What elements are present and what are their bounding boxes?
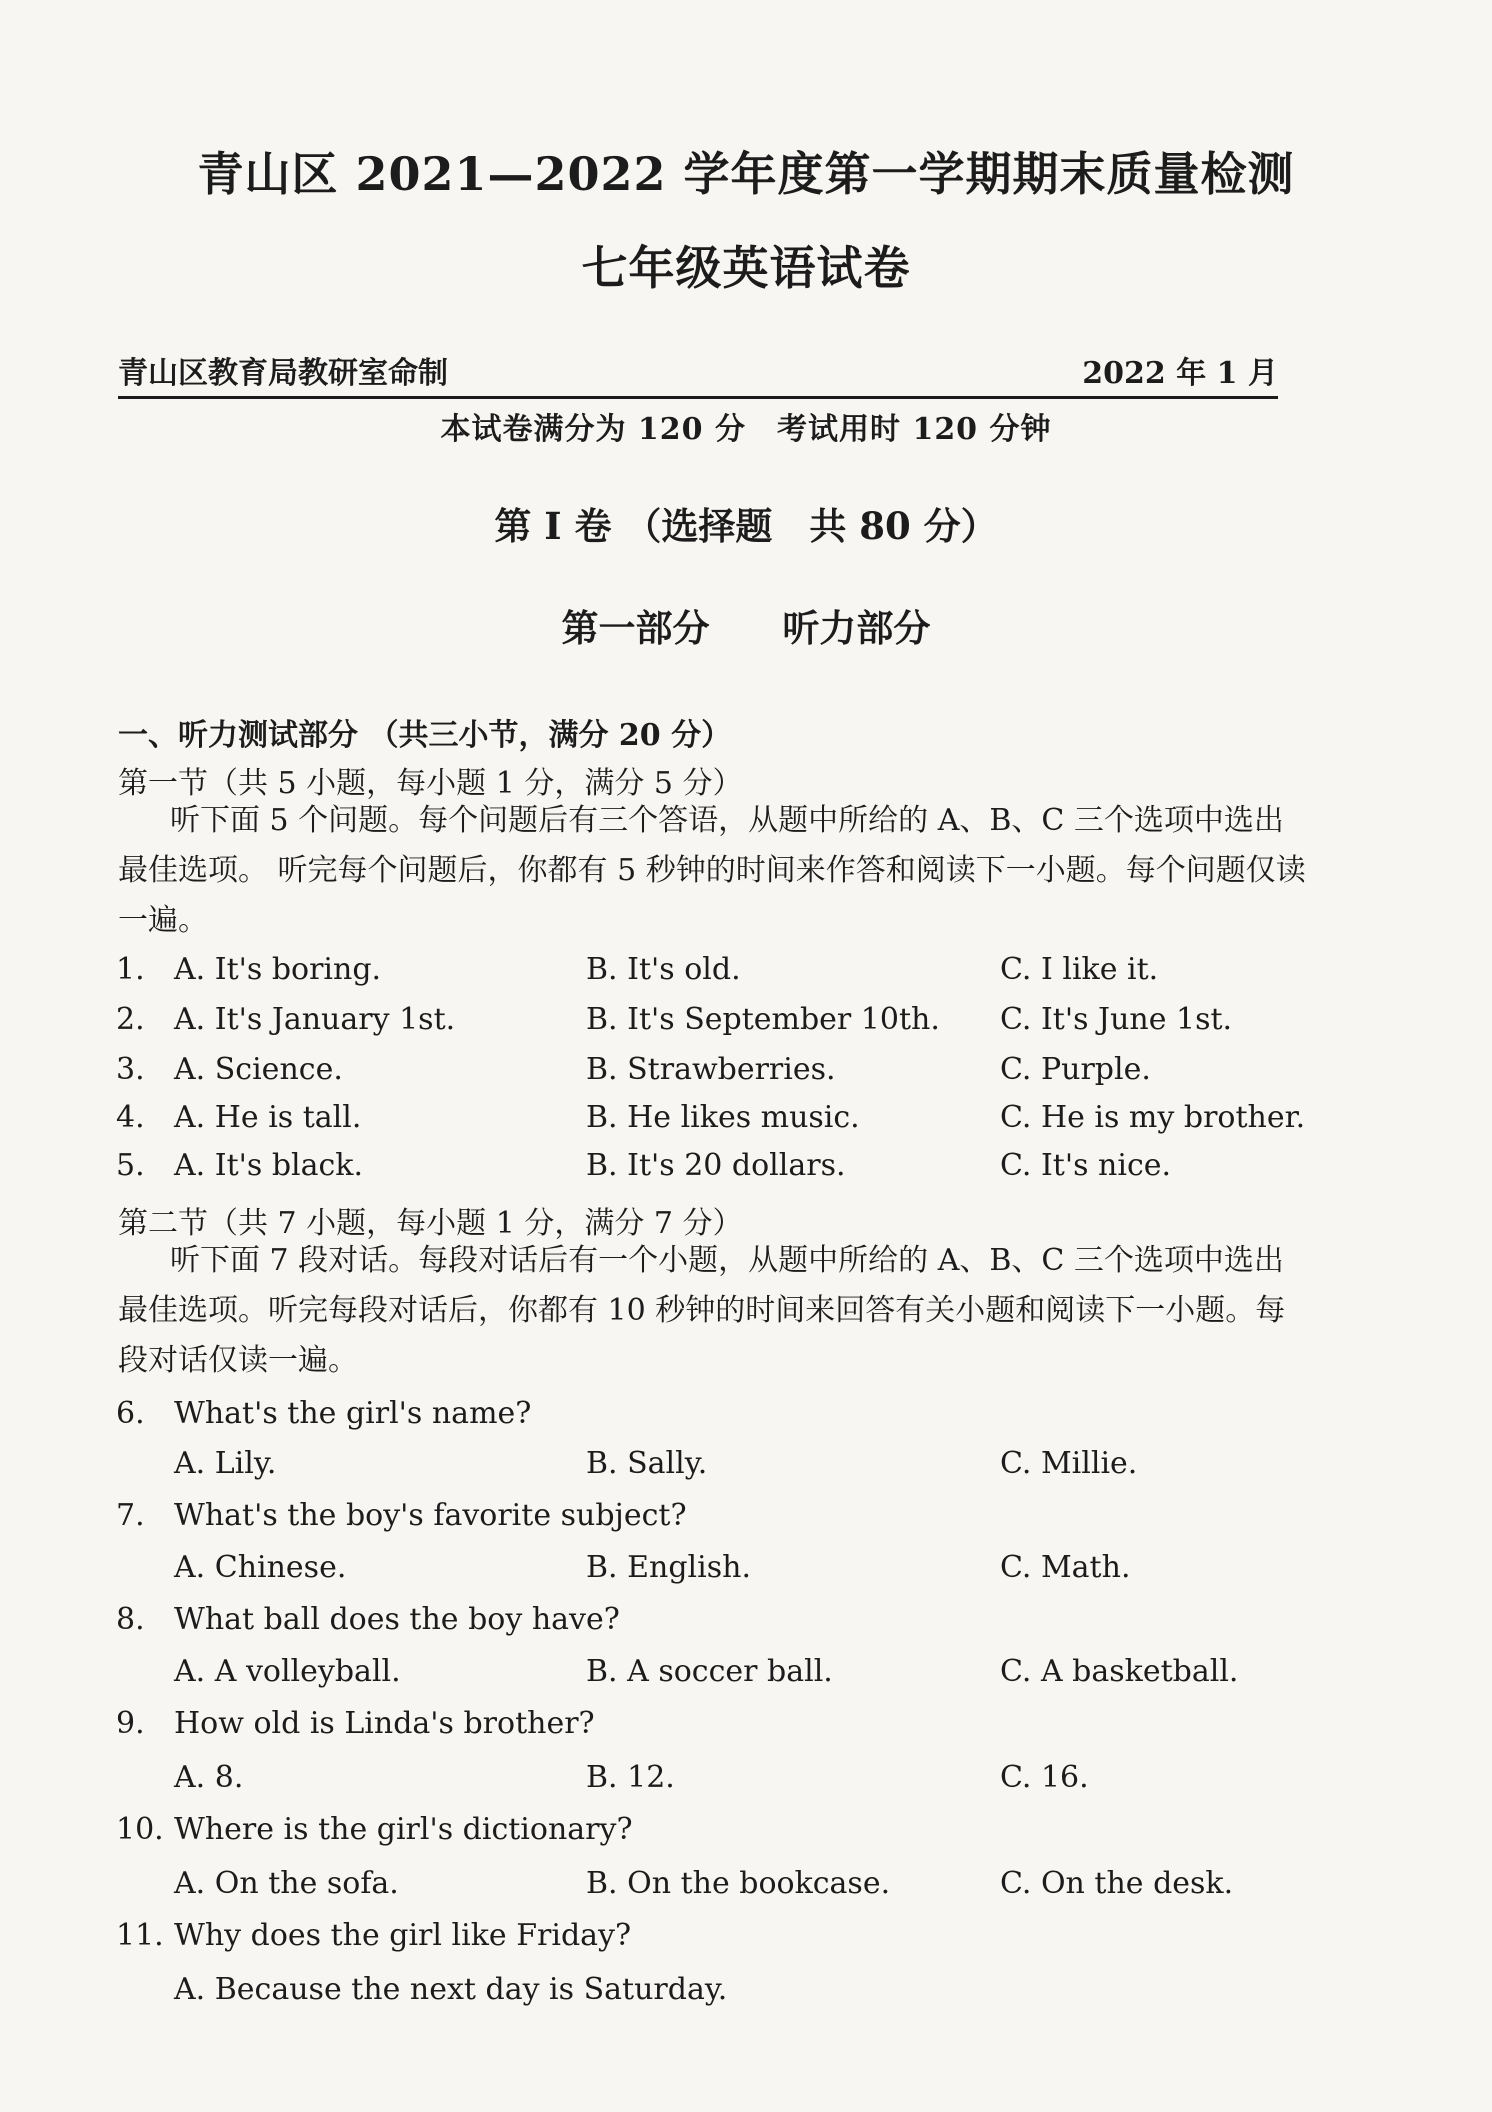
question-text: Why does the girl like Friday? [174, 1918, 632, 1953]
option-c: C. A basketball. [1000, 1654, 1239, 1689]
exam-date: 2022 年 1 月 [1082, 356, 1278, 391]
question-number: 4. [116, 1100, 145, 1135]
option-a: A. On the sofa. [174, 1866, 399, 1901]
question-number: 6. [116, 1396, 145, 1431]
option-a: A. Chinese. [174, 1550, 347, 1585]
section2-heading: 第二节（共 7 小题，每小题 1 分，满分 7 分） [118, 1206, 743, 1241]
question-text: What ball does the boy have? [174, 1602, 620, 1637]
option-b: B. On the bookcase. [586, 1866, 891, 1901]
option-a: A. He is tall. [174, 1100, 362, 1135]
section1-instructions: 听下面 5 个问题。每个问题后有三个答语，从题中所给的 A、B、C 三个选项中选出最佳选项。 听完每个问题后，你都有 5 秒钟的时间来作答和阅读下一小题。每个问题仅读一遍。 [118, 803, 1306, 938]
option-c: C. On the desk. [1000, 1866, 1234, 1901]
option-c: C. He is my brother. [1000, 1100, 1306, 1135]
question-number: 9. [116, 1706, 145, 1741]
option-c: C. Math. [1000, 1550, 1131, 1585]
option-b: B. It's old. [586, 952, 741, 987]
question-text: What's the girl's name? [174, 1396, 532, 1431]
section1-heading: 第一节（共 5 小题，每小题 1 分，满分 5 分） [118, 766, 743, 801]
question-text: What's the boy's favorite subject? [174, 1498, 687, 1533]
option-b: B. Sally. [586, 1446, 708, 1481]
option-a: A. Science. [174, 1052, 343, 1087]
question-number: 5. [116, 1148, 145, 1183]
question-number: 10. [116, 1812, 164, 1847]
question-number: 11. [116, 1918, 164, 1953]
exam-subtitle: 七年级英语试卷 [581, 241, 911, 295]
question-number: 3. [116, 1052, 145, 1087]
option-a: A. It's black. [174, 1148, 364, 1183]
option-b: B. English. [586, 1550, 751, 1585]
option-b: B. It's 20 dollars. [586, 1148, 846, 1183]
question-number: 8. [116, 1602, 145, 1637]
option-b: B. A soccer ball. [586, 1654, 833, 1689]
question-text: Where is the girl's dictionary? [174, 1812, 633, 1847]
option-b: B. He likes music. [586, 1100, 860, 1135]
option-c: C. Millie. [1000, 1446, 1138, 1481]
option-c: C. Purple. [1000, 1052, 1151, 1087]
option-a: A. Lily. [174, 1446, 277, 1481]
option-c: C. 16. [1000, 1760, 1089, 1795]
option-c: C. It's June 1st. [1000, 1002, 1233, 1037]
option-a: A. It's January 1st. [174, 1002, 456, 1037]
option-b: B. 12. [586, 1760, 675, 1795]
option-a: A. 8. [174, 1760, 244, 1795]
exam-title: 青山区 2021—2022 学年度第一学期期末质量检测 [197, 147, 1295, 201]
question-number: 7. [116, 1498, 145, 1533]
option-a: A. It's boring. [174, 952, 382, 987]
issuer-row [118, 348, 1278, 399]
volume-title: 第 I 卷 （选择题 共 80 分） [494, 504, 998, 548]
question-number: 2. [116, 1002, 145, 1037]
question-number: 1. [116, 952, 145, 987]
part-title: 第一部分 听力部分 [561, 606, 931, 650]
option-c: C. I like it. [1000, 952, 1159, 987]
option-b: B. Strawberries. [586, 1052, 836, 1087]
score-info: 本试卷满分为 120 分 考试用时 120 分钟 [440, 412, 1052, 447]
option-c: C. It's nice. [1000, 1148, 1172, 1183]
question-text: How old is Linda's brother? [174, 1706, 595, 1741]
option-b: B. It's September 10th. [586, 1002, 940, 1037]
option-a: A. Because the next day is Saturday. [174, 1972, 728, 2007]
option-a: A. A volleyball. [174, 1654, 401, 1689]
section2-instructions: 听下面 7 段对话。每段对话后有一个小题，从题中所给的 A、B、C 三个选项中选出最佳选项。听完每段对话后，你都有 10 秒钟的时间来回答有关小题和阅读下一小题。每段对话仅读一遍。 [118, 1243, 1286, 1378]
issuer: 青山区教育局教研室命制 [118, 356, 448, 391]
listening-heading: 一、听力测试部分 （共三小节，满分 20 分） [118, 718, 732, 753]
